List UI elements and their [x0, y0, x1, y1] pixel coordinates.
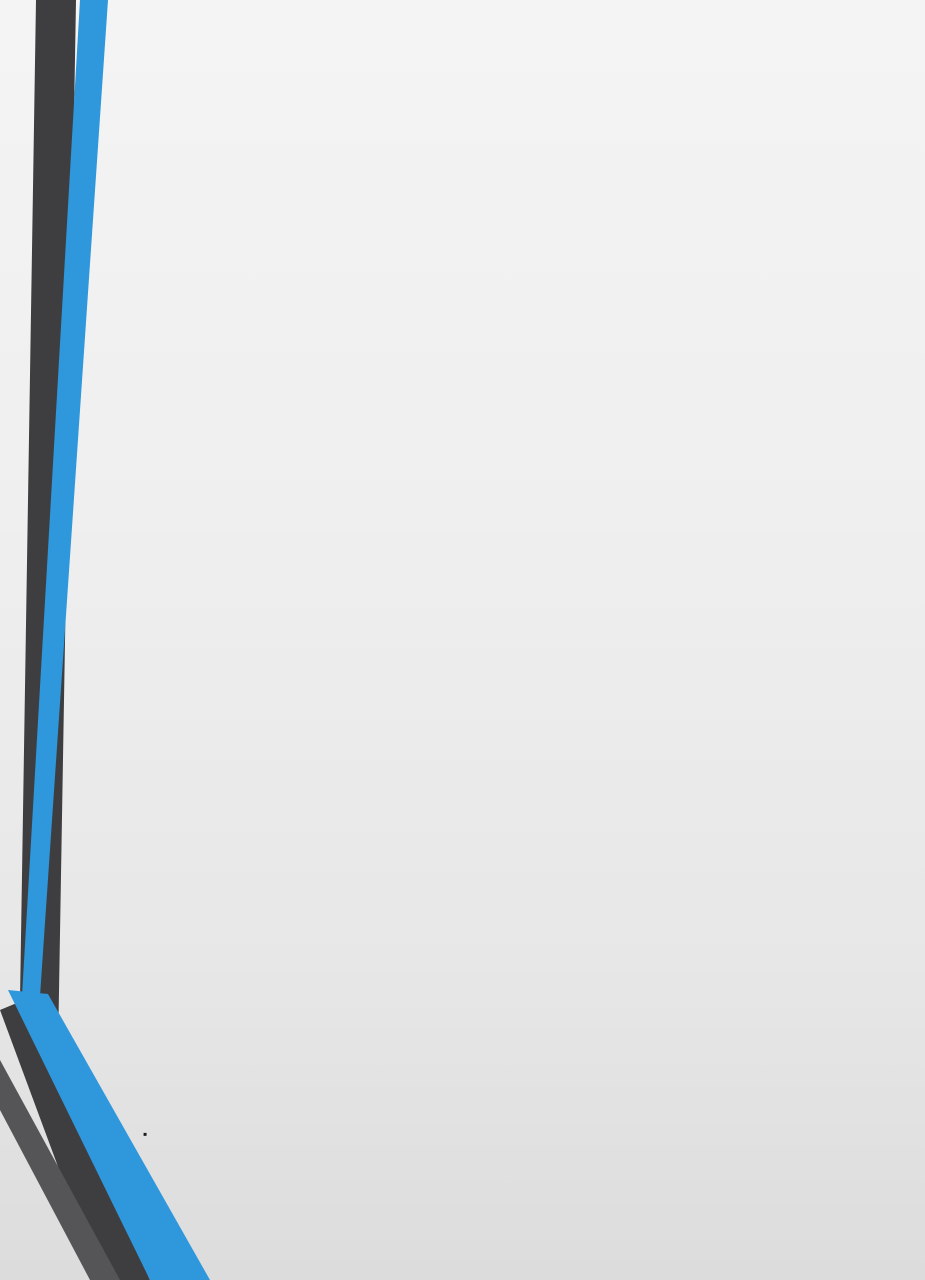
company-heading: [88, 458, 94, 477]
check-item: [88, 1032, 109, 1051]
